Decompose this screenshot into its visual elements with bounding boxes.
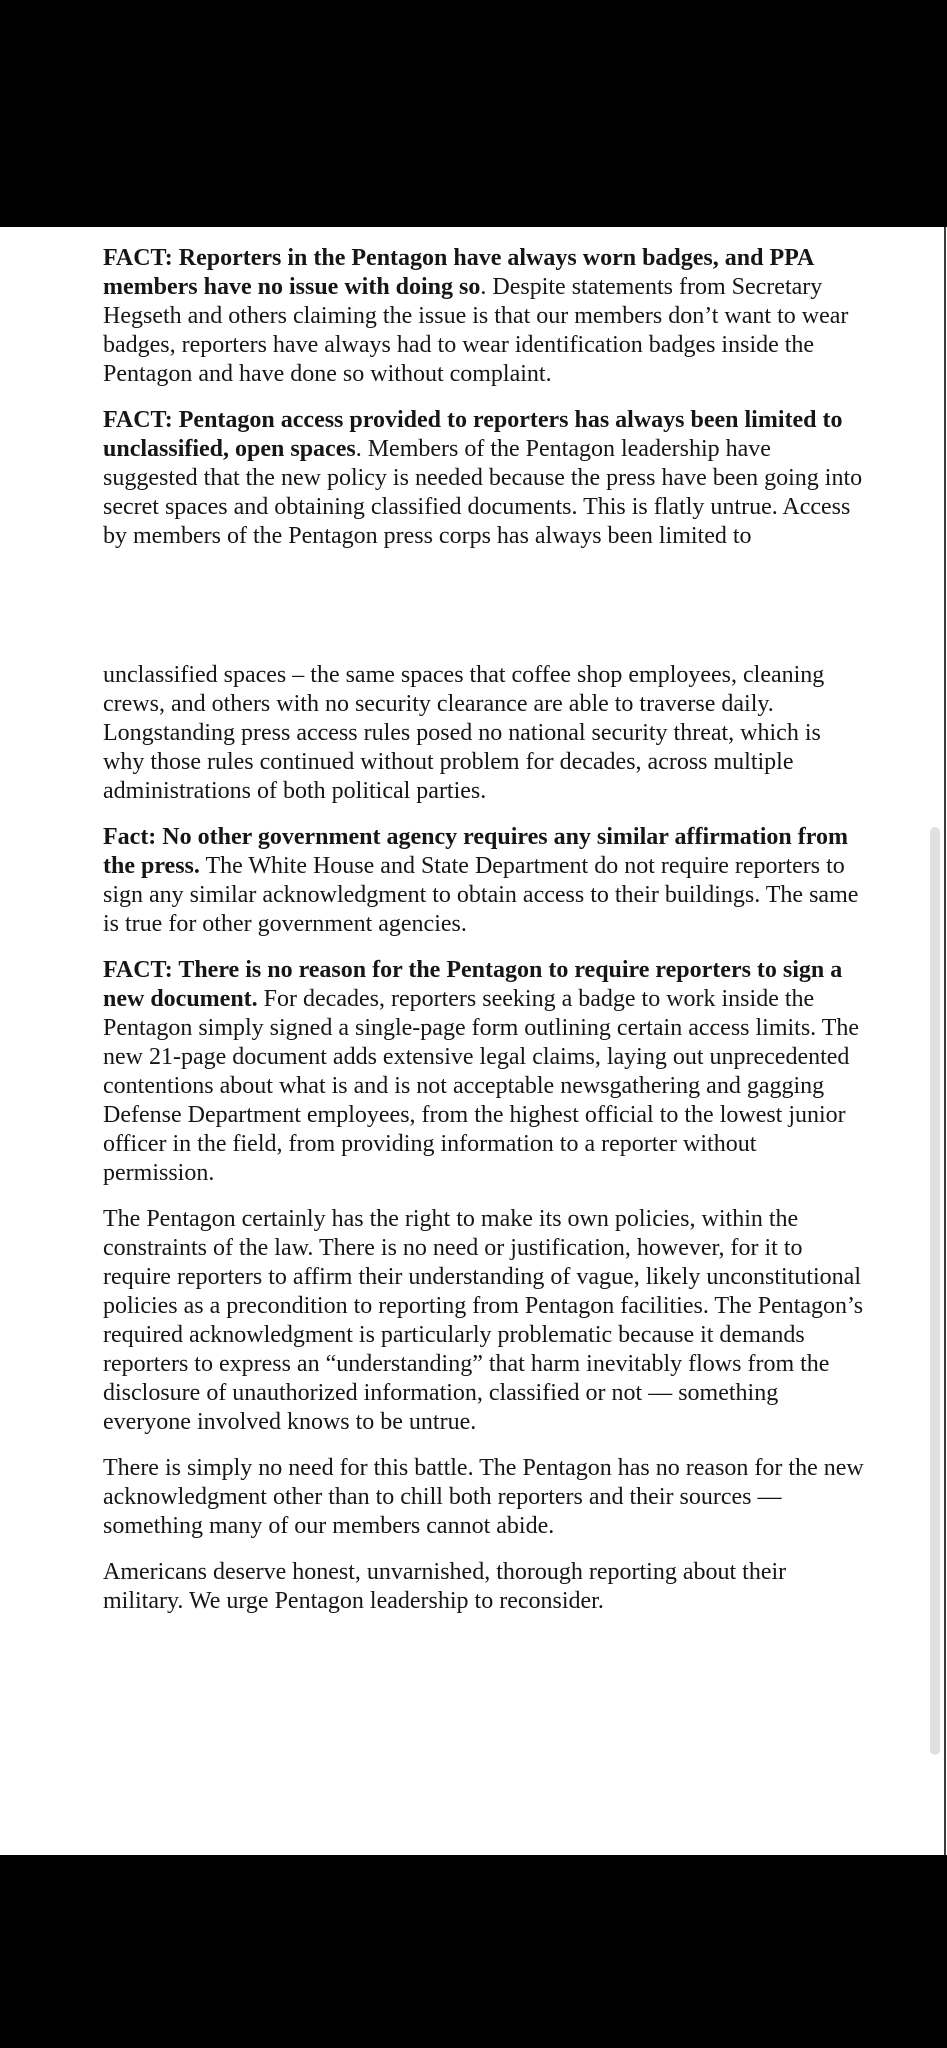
document-paragraph <box>103 661 865 806</box>
bottom-letterbox <box>0 1855 947 2048</box>
paragraph-lead-bold: Fact: No other government agency requires any similar affirmation from the press. <box>103 824 848 879</box>
page-right-edge-line <box>944 227 946 1855</box>
document-page[interactable] <box>0 227 947 1855</box>
document-paragraph <box>103 823 865 939</box>
paragraph-lead-bold: FACT: Pentagon access provided to reporters has always been limited to unclassified, open spaces <box>103 407 843 462</box>
paragraph-body-text: There is simply no need for this battle. The Pentagon has no reason for the new acknowledgment other than to chill both reporters and their sources — something many of our members cannot abide. <box>103 1455 864 1539</box>
document-text-column <box>103 244 865 1633</box>
document-paragraph <box>103 406 865 551</box>
paragraph-body-text: The Pentagon certainly has the right to make its own policies, within the constraints of the law. There is no need or justification, however, for it to require reporters to affirm their understanding of vague, likely unconstitutional policies as a precondition to reporting from Pentagon facilities. The Pentagon’s required acknowledgment is particularly problematic because it demands reporters to express an “understanding” that harm inevitably flows from the disclosure of unauthorized information, classified or not — something everyone involved knows to be untrue. <box>103 1206 864 1435</box>
paragraph-body-text: . Members of the Pentagon leadership have suggested that the new policy is needed because the press have been going into secret spaces and obtaining classified documents. This is flatly untrue. Access by members of the Pentagon press corps has always been limited to <box>103 436 863 549</box>
paragraph-body-text: For decades, reporters seeking a badge to work inside the Pentagon simply signed a single-page form outlining certain access limits. The new 21-page document adds extensive legal claims, laying out unprecedented contentions about what is and is not acceptable newsgathering and gagging Defense Department employees, from the highest official to the lowest junior officer in the field, from providing information to a reporter without permission. <box>103 986 860 1186</box>
top-letterbox <box>0 0 947 227</box>
document-paragraph <box>103 1205 865 1437</box>
document-paragraph <box>103 1454 865 1541</box>
paragraph-body-text: The White House and State Department do not require reporters to sign any similar acknowledgment to obtain access to their buildings. The same is true for other government agencies. <box>103 853 859 937</box>
paragraph-body-text: Americans deserve honest, unvarnished, thorough reporting about their military. We urge Pentagon leadership to reconsider. <box>103 1559 787 1614</box>
vertical-scrollbar-thumb[interactable] <box>930 827 940 1755</box>
paragraph-lead-bold: FACT: Reporters in the Pentagon have always worn badges, and PPA members have no issue with doing so <box>103 245 813 300</box>
paragraph-body-text: . Despite statements from Secretary Hegseth and others claiming the issue is that our members don’t want to wear badges, reporters have always had to wear identification badges inside the Pentagon and have done so without complaint. <box>103 274 849 387</box>
document-paragraph <box>103 244 865 389</box>
document-paragraph <box>103 956 865 1188</box>
paragraph-lead-bold: FACT: There is no reason for the Pentagon to require reporters to sign a new document. <box>103 957 843 1012</box>
document-paragraph <box>103 1558 865 1616</box>
paragraph-body-text: unclassified spaces – the same spaces that coffee shop employees, cleaning crews, and others with no security clearance are able to traverse daily. Longstanding press access rules posed no national security threat, which is why those rules continued without problem for decades, across multiple administrations of both political parties. <box>103 662 825 804</box>
